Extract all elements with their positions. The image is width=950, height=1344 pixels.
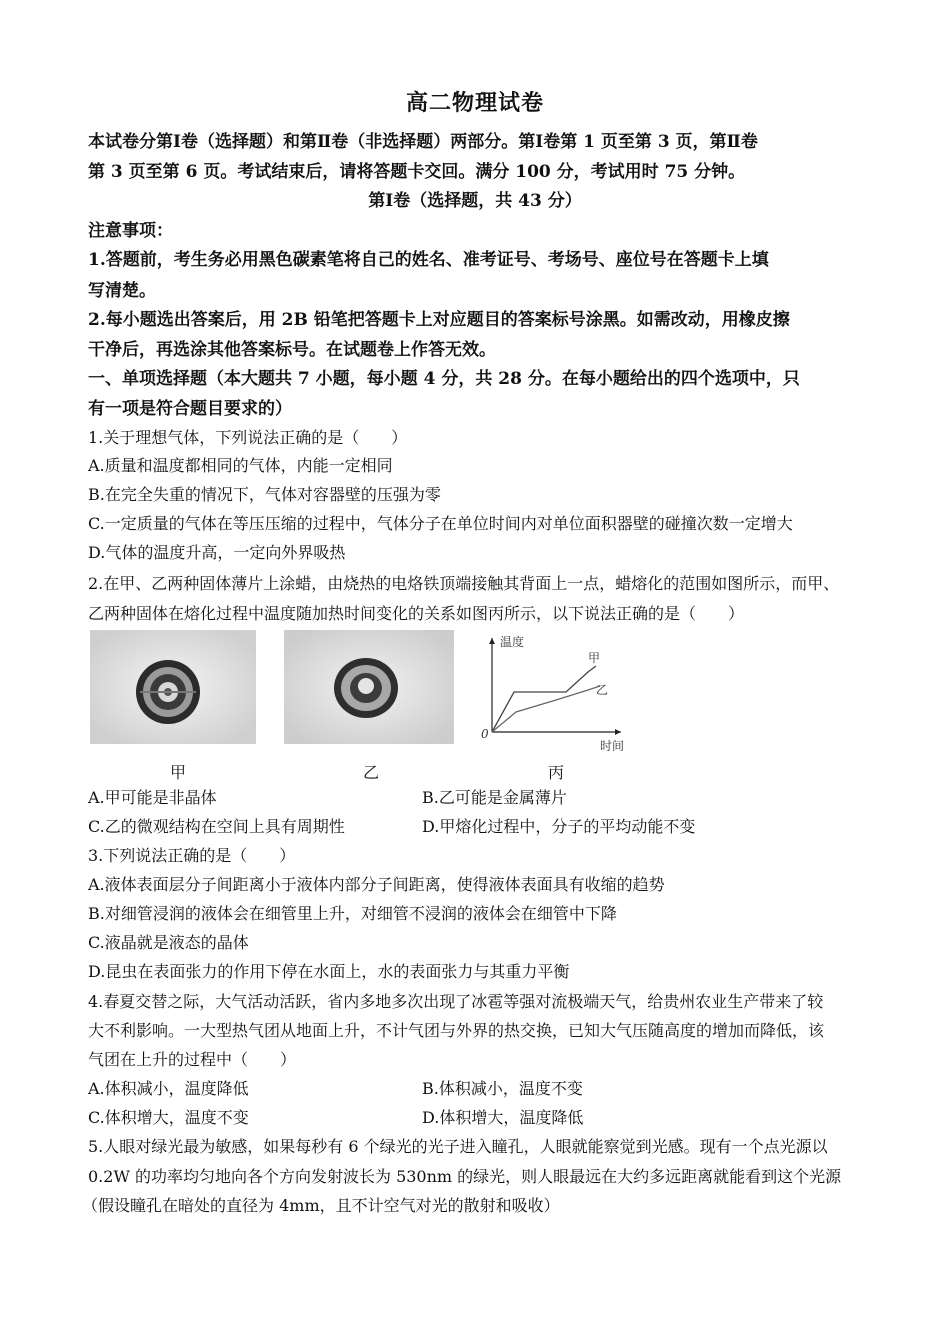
fig-label-bing: 丙	[548, 763, 565, 782]
page-title: 高二物理试卷	[405, 90, 544, 116]
q2-option-b: B.乙可能是金属薄片	[422, 788, 567, 807]
q3-option-c: C.液晶就是液态的晶体	[88, 933, 249, 952]
figure-bing-graph	[476, 632, 626, 752]
part1-title-line-1: 一、单项选择题（本大题共 7 小题，每小题 4 分，共 28 分。在每小题给出的四个选项中，只	[88, 369, 800, 389]
fig-label-jia: 甲	[170, 763, 187, 782]
wax-melt-jia-image	[90, 630, 256, 744]
q2-option-a: A.甲可能是非晶体	[88, 788, 217, 807]
y-axis-label: 温度	[500, 635, 525, 649]
q3-option-a: A.液体表面层分子间距离小于液体内部分子间距离，使得液体表面具有收缩的趋势	[88, 875, 665, 894]
note-2-line-1: 2.每小题选出答案后，用 2B 铅笔把答题卡上对应题目的答案标号涂黑。如需改动，用橡皮擦	[88, 310, 790, 330]
note-1-line-2: 写清楚。	[88, 281, 156, 301]
intro-line-2: 第 3 页至第 6 页。考试结束后，请将答题卡交回。满分 100 分，考试用时 75 分钟。	[88, 162, 746, 182]
x-axis-arrow	[615, 729, 621, 735]
note-1-line-1: 1.答题前，考生务必用黑色碳素笔将自己的姓名、准考证号、考场号、座位号在答题卡上填	[88, 250, 769, 270]
q2-stem-line-1: 2.在甲、乙两种固体薄片上涂蜡，由烧热的电烙铁顶端接触其背面上一点，蜡熔化的范围如图所示，而甲、	[88, 574, 840, 593]
q5-stem-line-2: 0.2W 的功率均匀地向各个方向发射波长为 530nm 的绿光，则人眼最远在大约多远距离就能看到这个光源	[88, 1167, 842, 1186]
q4-stem-line-2: 大不利影响。一大型热气团从地面上升，不计气团与外界的热交换，已知大气压随高度的增加而降低，该	[88, 1021, 825, 1040]
figure-yi-photo	[284, 630, 454, 744]
q4-option-d: D.体积增大，温度降低	[422, 1108, 584, 1127]
curve-jia-label: 甲	[588, 651, 601, 665]
q2-option-c: C.乙的微观结构在空间上具有周期性	[88, 817, 345, 836]
q3-option-d: D.昆虫在表面张力的作用下停在水面上，水的表面张力与其重力平衡	[88, 962, 570, 981]
q1-option-a: A.质量和温度都相同的气体，内能一定相同	[88, 456, 393, 475]
temperature-time-graph	[476, 632, 626, 752]
q1-option-c: C.一定质量的气体在等压压缩的过程中，气体分子在单位时间内对单位面积器壁的碰撞次数一定增大	[88, 514, 793, 533]
q3-option-b: B.对细管浸润的液体会在细管里上升，对细管不浸润的液体会在细管中下降	[88, 904, 617, 923]
q4-options-row-1	[88, 1079, 868, 1099]
q2-options-row-2	[88, 817, 868, 837]
fig-label-yi: 乙	[363, 763, 380, 782]
notes-title: 注意事项：	[88, 221, 173, 241]
q4-option-a: A.体积减小，温度降低	[88, 1079, 249, 1098]
q1-option-b: B.在完全失重的情况下，气体对容器壁的压强为零	[88, 485, 441, 504]
q5-stem-line-3: （假设瞳孔在暗处的直径为 4mm，且不计空气对光的散射和吸收）	[82, 1196, 560, 1215]
section-title: 第Ⅰ卷（选择题，共 43 分）	[368, 191, 582, 211]
figure-jia-photo	[90, 630, 256, 744]
note-2-line-2: 干净后，再选涂其他答案标号。在试题卷上作答无效。	[88, 340, 496, 360]
q4-stem-line-3: 气团在上升的过程中（ ）	[88, 1050, 297, 1069]
q4-option-b: B.体积减小，温度不变	[422, 1079, 583, 1098]
intro-line-1: 本试卷分第Ⅰ卷（选择题）和第Ⅱ卷（非选择题）两部分。第Ⅰ卷第 1 页至第 3 页，第Ⅱ卷	[88, 132, 758, 152]
q2-options-row-1	[88, 788, 868, 808]
x-axis-label: 时间	[600, 739, 625, 752]
q3-stem: 3.下列说法正确的是（ ）	[88, 846, 296, 865]
q1-option-d: D.气体的温度升高，一定向外界吸热	[88, 543, 346, 562]
q4-stem-line-1: 4.春夏交替之际，大气活动活跃，省内多地多次出现了冰雹等强对流极端天气，给贵州农业生产带来了较	[88, 992, 824, 1011]
curve-yi	[492, 686, 600, 732]
q4-option-c: C.体积增大，温度不变	[88, 1108, 249, 1127]
part1-title-line-2: 有一项是符合题目要求的）	[88, 399, 292, 419]
q2-option-d: D.甲熔化过程中，分子的平均动能不变	[422, 817, 696, 836]
wax-melt-yi-image	[284, 630, 454, 744]
y-axis-arrow	[489, 638, 495, 644]
curve-yi-label: 乙	[596, 683, 609, 697]
curve-jia	[492, 666, 596, 732]
q1-stem: 1.关于理想气体，下列说法正确的是（ ）	[88, 428, 408, 447]
q5-stem-line-1: 5.人眼对绿光最为敏感，如果每秒有 6 个绿光的光子进入瞳孔，人眼就能察觉到光感。现有一个点光源以	[88, 1137, 828, 1156]
origin-label: 0	[481, 727, 489, 741]
q2-stem-line-2: 乙两种固体在熔化过程中温度随加热时间变化的关系如图丙所示，以下说法正确的是（ ）	[88, 604, 745, 623]
q4-options-row-2	[88, 1108, 868, 1128]
